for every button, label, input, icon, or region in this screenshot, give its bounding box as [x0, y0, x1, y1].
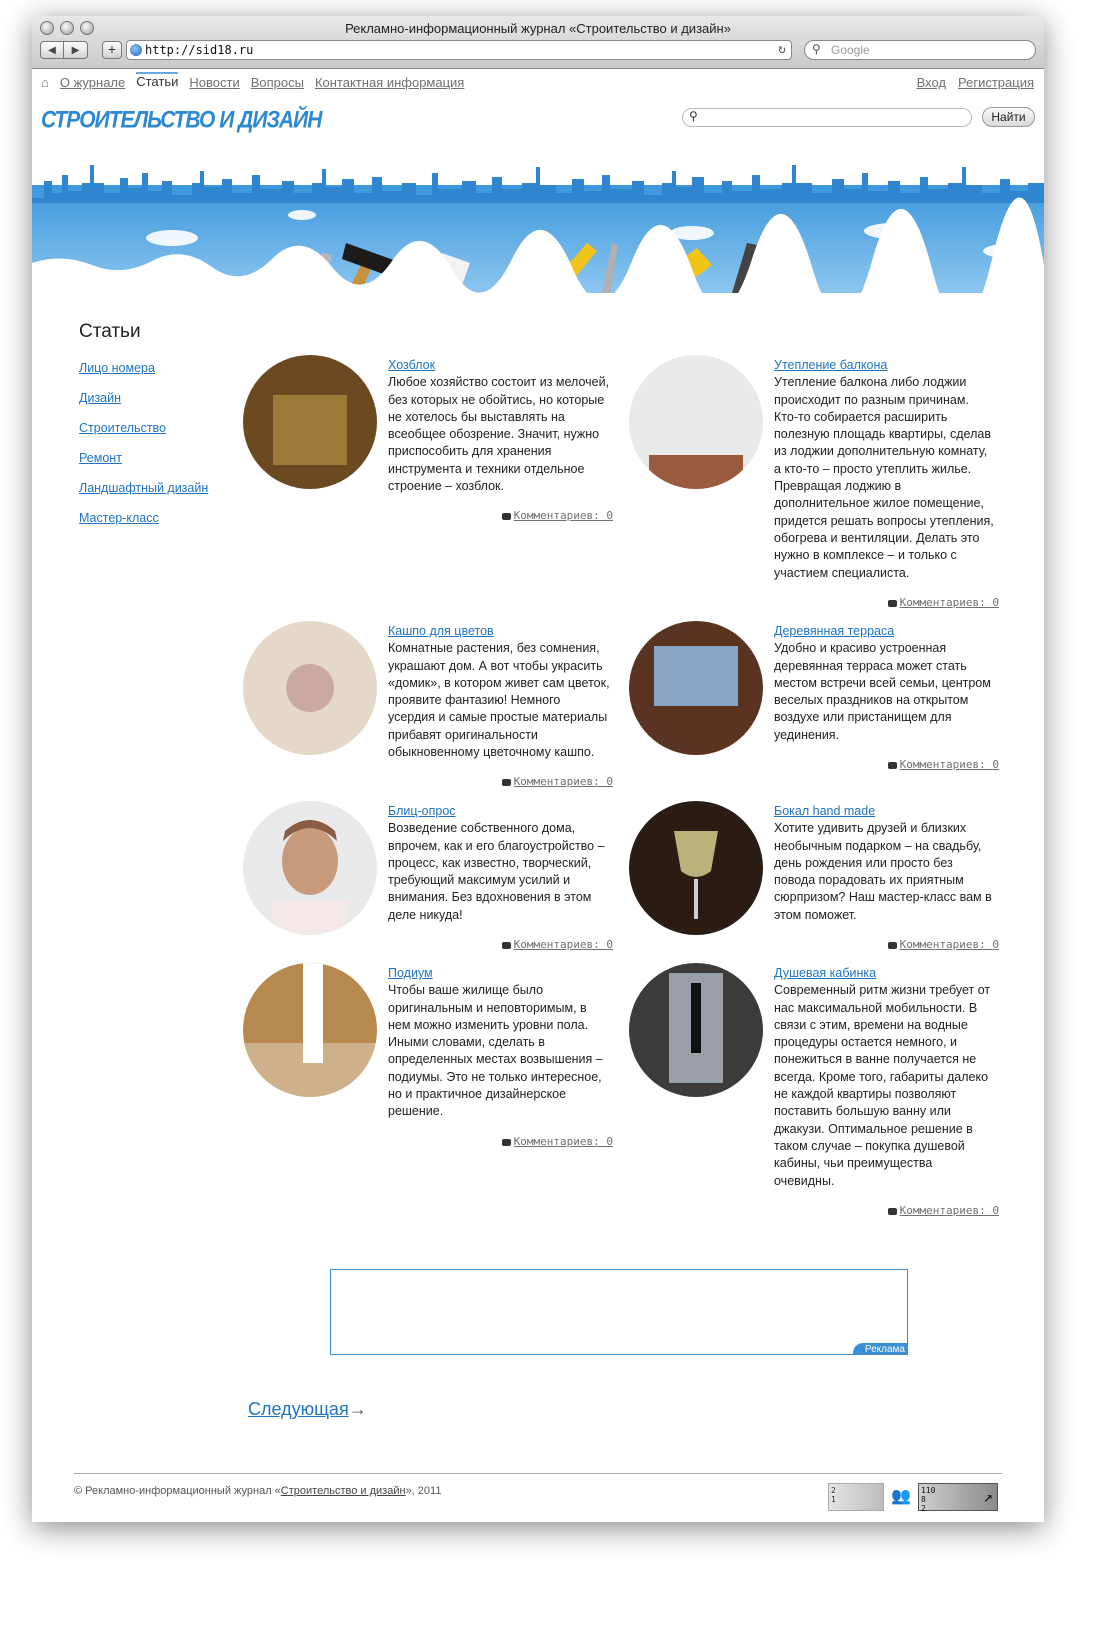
login-link[interactable]: Вход: [916, 75, 946, 90]
article-title[interactable]: Бокал hand made: [774, 804, 876, 818]
article-card: [629, 963, 999, 1217]
article-thumbnail[interactable]: [243, 355, 377, 489]
auth-links: [917, 75, 1034, 90]
home-icon[interactable]: ⌂: [41, 75, 49, 90]
counters: [828, 1483, 998, 1511]
article-card: [243, 801, 613, 961]
browser-window: [32, 16, 1044, 1522]
article-title[interactable]: Подиум: [388, 966, 433, 980]
address-bar[interactable]: [126, 40, 792, 60]
nav-item-articles[interactable]: Статьи: [136, 74, 179, 89]
article-excerpt: Хотите удивить друзей и близких необычным подарком – на свадьбу, день рождения или просто без повода порадовать их приятным сюрпризом? Наш мастер-класс вам в этом поможет.: [774, 821, 992, 922]
comment-icon: [502, 779, 511, 786]
counter-badge-1[interactable]: 2 1: [828, 1483, 884, 1511]
article-thumbnail[interactable]: [243, 963, 377, 1097]
window-title: Рекламно-информационный журнал «Строительство и дизайн»: [345, 21, 731, 36]
search-icon: ⚲: [812, 42, 821, 56]
site-logo[interactable]: СТРОИТЕЛЬСТВО И ДИЗАЙН: [41, 107, 322, 134]
article-title[interactable]: Душевая кабинка: [774, 966, 877, 980]
comments-link[interactable]: Комментариев: 0: [502, 1135, 613, 1148]
article-excerpt: Комнатные растения, без сомнения, украшают дом. А вот чтобы украсить «домик», в котором живет сам цветок, проявите фантазию! Немного усердия и самые простые материалы прибавят оригинальности обыкновенному цветочному кашпо.: [388, 641, 610, 760]
flowerpot-photo: [243, 621, 377, 755]
footer-divider: [74, 1473, 1002, 1474]
article-card: [243, 621, 613, 799]
main-nav: [41, 75, 464, 90]
comments-link[interactable]: Комментариев: 0: [888, 758, 999, 771]
nav-item-about[interactable]: О журнале: [59, 75, 126, 90]
article-title[interactable]: Хозблок: [388, 358, 436, 372]
header-banner: [32, 153, 1044, 293]
comment-icon: [888, 600, 897, 607]
sidebar-item-masterclass[interactable]: Мастер-класс: [79, 511, 159, 525]
wineglass-photo: [629, 801, 763, 935]
history-buttons: [40, 41, 88, 59]
nav-item-news[interactable]: Новости: [189, 75, 240, 90]
comment-icon: [888, 762, 897, 769]
article-excerpt: Утепление балкона либо лоджии происходит по разным причинам. Кто-то собирается расширить полезную площадь квартиры, сделав из лоджии дополнительную комнату, а кто-то – просто утеплить жилье. Превращая лоджию в дополнительное жилое помещение, придется решать вопросы утепления, обогрева и вентиляции. Делать это нужно в комплексе – и только с участием специалиста.: [774, 375, 994, 580]
new-tab-button[interactable]: +: [102, 41, 122, 59]
podium-photo: [243, 963, 377, 1097]
web-page: [32, 69, 1044, 1522]
article-title[interactable]: Блиц-опрос: [388, 804, 456, 818]
register-link[interactable]: Регистрация: [958, 75, 1034, 90]
sidebar-item-construction[interactable]: Строительство: [79, 421, 166, 435]
article-thumbnail[interactable]: [243, 621, 377, 755]
forward-button[interactable]: ▶: [64, 41, 88, 59]
article-thumbnail[interactable]: [629, 355, 763, 489]
article-thumbnail[interactable]: [629, 801, 763, 935]
footer-copyright: © Рекламно-информационный журнал «Строительство и дизайн», 2011: [74, 1485, 442, 1497]
article-excerpt: Возведение собственного дома, впрочем, как и его благоустройство – процесс, как известно, творческий, требующий максимум усилий и внимания. Без вдохновения в этом деле никуда!: [388, 821, 605, 922]
portrait-photo: [243, 801, 377, 935]
article-thumbnail[interactable]: [629, 621, 763, 755]
arrow-right-icon: →: [348, 1399, 367, 1419]
sidebar-item-design[interactable]: Дизайн: [79, 391, 122, 405]
article-excerpt: Удобно и красиво устроенная деревянная терраса может стать местом встречи всей семьи, центром веселых праздников на открытом воздухе или пристанищем для уединения.: [774, 641, 991, 742]
sidebar-item-cover[interactable]: Лицо номера: [79, 361, 155, 375]
article-thumbnail[interactable]: [629, 963, 763, 1097]
comments-link[interactable]: Комментариев: 0: [502, 775, 613, 788]
comments-link[interactable]: Комментариев: 0: [888, 938, 999, 951]
comments-link[interactable]: Комментариев: 0: [502, 509, 613, 522]
comment-icon: [502, 513, 511, 520]
search-icon: ⚲: [689, 109, 698, 123]
pagination: [248, 1399, 367, 1420]
tools-banner-illustration: [32, 153, 1044, 293]
article-card: [629, 621, 999, 781]
ad-block[interactable]: [330, 1269, 908, 1355]
comment-icon: [888, 1208, 897, 1215]
browser-search-field[interactable]: [804, 40, 1036, 60]
page-title: Статьи: [79, 321, 141, 342]
reload-icon[interactable]: ↻: [778, 42, 786, 57]
counter-badge-liveinternet[interactable]: 110 8 2 ↗: [918, 1483, 998, 1511]
url-text: http://sid18.ru: [145, 43, 254, 57]
next-page-link[interactable]: Следующая: [248, 1399, 349, 1419]
people-icon[interactable]: 👥: [891, 1488, 911, 1505]
article-card: [243, 963, 613, 1148]
sidebar-item-repair[interactable]: Ремонт: [79, 451, 122, 465]
article-card: [629, 355, 999, 620]
nav-item-contacts[interactable]: Контактная информация: [314, 75, 465, 90]
comments-link[interactable]: Комментариев: 0: [502, 938, 613, 951]
shed-photo: [243, 355, 377, 489]
terrace-photo: [629, 621, 763, 755]
footer-home-link[interactable]: Строительство и дизайн: [280, 1485, 406, 1497]
site-search-input[interactable]: [682, 108, 972, 127]
browser-search-placeholder: Google: [831, 43, 870, 57]
comments-link[interactable]: Комментариев: 0: [888, 596, 999, 609]
ad-label: Реклама: [853, 1343, 908, 1355]
site-search-button[interactable]: Найти: [982, 107, 1035, 127]
comment-icon: [502, 1139, 511, 1146]
article-card: [629, 801, 999, 961]
article-excerpt: Чтобы ваше жилище было оригинальным и неповторимым, в нем можно изменить уровни пола. Иными словами, сделать в определенных местах возвышения – подиумы. Это не только интересное, но и практичное дизайнерское решение.: [388, 983, 603, 1119]
shower-cabin-photo: [629, 963, 763, 1097]
globe-icon: [130, 44, 142, 56]
article-thumbnail[interactable]: [243, 801, 377, 935]
article-title[interactable]: Утепление балкона: [774, 358, 888, 372]
article-title[interactable]: Деревянная терраса: [774, 624, 895, 638]
article-card: [243, 355, 613, 533]
balcony-photo: [629, 355, 763, 489]
article-excerpt: Современный ритм жизни требует от нас максимальной мобильности. В связи с этим, времени на водные процедуры остается немного, и понежиться в ванне получается не всегда. Кроме того, габариты далеко не каждой квартиры позволяют поставить большую ванну или джакузи. Оптимальное решение в таком случае – покупка душевой кабины, чьи преимущества очевидны.: [774, 983, 991, 1188]
comment-icon: [888, 942, 897, 949]
nav-item-questions[interactable]: Вопросы: [250, 75, 304, 90]
article-title[interactable]: Кашпо для цветов: [388, 624, 494, 638]
arrow-up-right-icon: ↗: [983, 1487, 993, 1506]
sidebar-item-landscape[interactable]: Ландшафтный дизайн: [79, 481, 209, 495]
comment-icon: [502, 942, 511, 949]
sidebar-categories: [79, 361, 208, 541]
title-bar: [32, 16, 1044, 69]
comments-link[interactable]: Комментариев: 0: [888, 1204, 999, 1217]
back-button[interactable]: ◀: [40, 41, 64, 59]
article-excerpt: Любое хозяйство состоит из мелочей, без которых не обойтись, но которые не хотелось бы выставлять на всеобщее обозрение. Значит, нужно приспособить для хранения инструмента и техники отдельное строение – хозблок.: [388, 375, 610, 494]
